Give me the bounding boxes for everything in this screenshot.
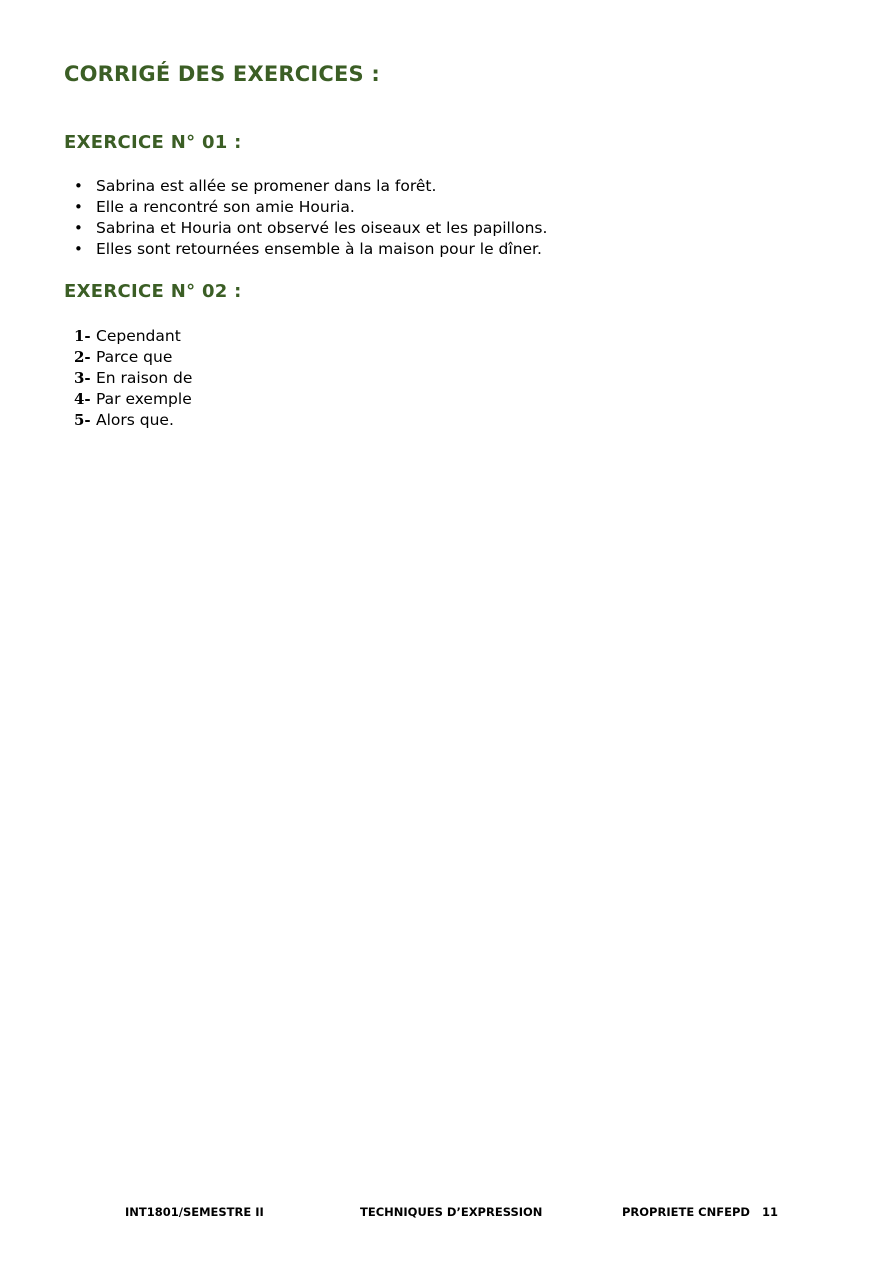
numbered-item bbox=[74, 326, 192, 347]
list-item-text: Sabrina est allée se promener dans la forêt. bbox=[96, 177, 437, 195]
exercise-1-list bbox=[64, 176, 547, 260]
numbered-item bbox=[74, 410, 192, 431]
item-number: 3- bbox=[74, 369, 91, 387]
numbered-item bbox=[74, 389, 192, 410]
numbered-item bbox=[74, 347, 192, 368]
page-number: 11 bbox=[762, 1205, 779, 1219]
item-number: 4- bbox=[74, 390, 91, 408]
page-title: CORRIGÉ DES EXERCICES : bbox=[64, 62, 380, 86]
item-number: 1- bbox=[74, 327, 91, 345]
footer-owner: PROPRIETE CNFEPD bbox=[622, 1205, 750, 1219]
item-text: Parce que bbox=[96, 348, 173, 366]
footer-course-title: TECHNIQUES D’EXPRESSION bbox=[360, 1205, 543, 1219]
item-text: Cependant bbox=[96, 327, 181, 345]
bullet-icon: • bbox=[74, 219, 83, 237]
item-number: 5- bbox=[74, 411, 91, 429]
list-item bbox=[64, 239, 547, 260]
item-text: Alors que. bbox=[96, 411, 174, 429]
bullet-icon: • bbox=[74, 240, 83, 258]
bullet-icon: • bbox=[74, 198, 83, 216]
bullet-icon: • bbox=[74, 177, 83, 195]
exercise-2-list bbox=[74, 326, 192, 431]
item-number: 2- bbox=[74, 348, 91, 366]
list-item bbox=[64, 176, 547, 197]
list-item-text: Sabrina et Houria ont observé les oiseaux et les papillons. bbox=[96, 219, 548, 237]
item-text: Par exemple bbox=[96, 390, 192, 408]
list-item bbox=[64, 197, 547, 218]
list-item bbox=[64, 218, 547, 239]
list-item-text: Elle a rencontré son amie Houria. bbox=[96, 198, 355, 216]
item-text: En raison de bbox=[96, 369, 193, 387]
footer-course-code: INT1801/SEMESTRE II bbox=[125, 1205, 264, 1219]
numbered-item bbox=[74, 368, 192, 389]
exercise-1-heading: EXERCICE N° 01 : bbox=[64, 132, 242, 153]
list-item-text: Elles sont retournées ensemble à la maison pour le dîner. bbox=[96, 240, 542, 258]
exercise-2-heading: EXERCICE N° 02 : bbox=[64, 281, 242, 302]
